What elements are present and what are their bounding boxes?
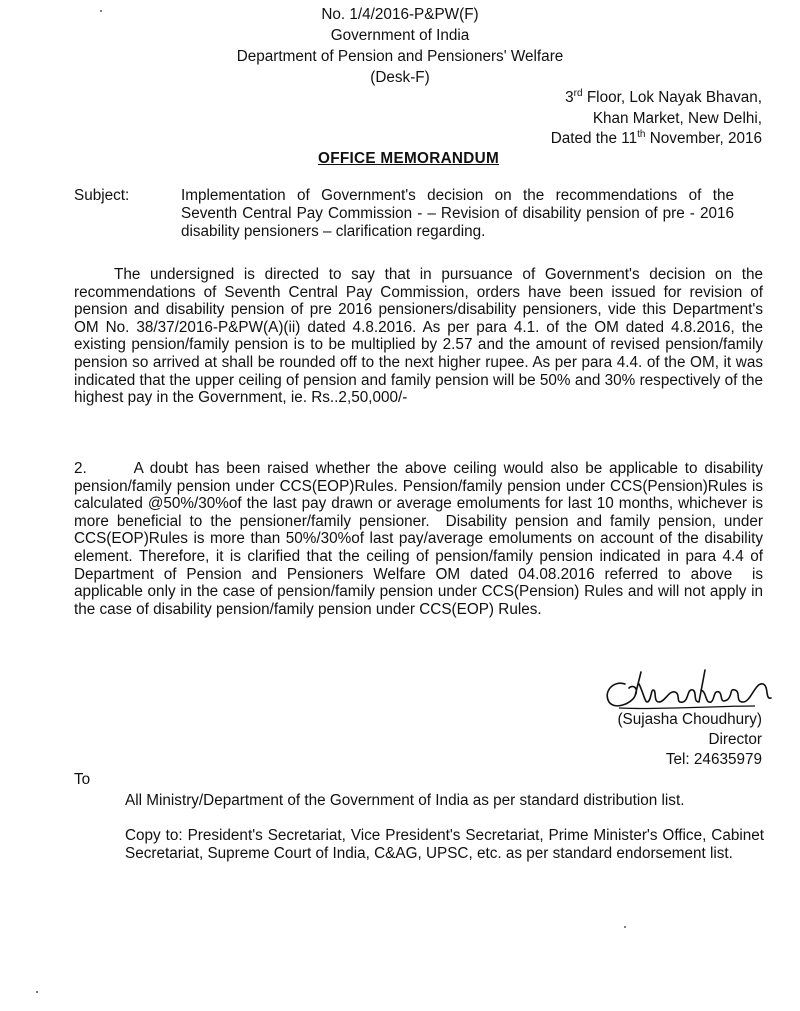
scan-speck [624, 926, 626, 928]
to-label: To [74, 771, 91, 788]
signatory-name: (Sujasha Choudhury) [617, 711, 762, 728]
subject-text: Implementation of Government's decision on the recommendations of the Seventh Central Pay Commission - – Revision of disability pension of pre - 2016 disability pensioners – clarification regarding. [181, 187, 734, 240]
dated-line: Dated the 11th November, 2016 [550, 129, 762, 147]
signatory-designation: Director [708, 731, 762, 748]
desk-line: (Desk-F) [370, 69, 430, 86]
paragraph-1: The undersigned is directed to say that in pursuance of Government's decision on the recommendations of Seventh Central Pay Commission, orders have been issued for revision of pension and disability pension of pre 2016 pensioners/disability pensioners, vide this Department's OM No. 38/37/2016-P&PW(A)(ii) dated 4.8.2016. As per para 4.1. of the OM dated 4.8.2016, the existing pension/family pension is to be multiplied by 2.57 and the amount of revised pension/family pension so arrived at shall be rounded off to the next higher rupee. As per para 4.4. of the OM, it was indicated that the upper ceiling of pension and family pension will be 50% and 30% respectively of the highest pay in the Government, ie. Rs..2,50,000/- [74, 266, 763, 407]
address-line-2: Khan Market, New Delhi, [592, 110, 762, 127]
handwritten-signature [595, 662, 785, 718]
memo-title: OFFICE MEMORANDUM [318, 150, 499, 167]
government-line: Government of India [330, 27, 470, 44]
recipients: All Ministry/Department of the Government of India as per standard distribution list. [125, 792, 685, 809]
scan-speck [100, 10, 102, 12]
signatory-telephone: Tel: 24635979 [665, 751, 762, 768]
subject-label: Subject: [74, 187, 130, 204]
copy-to: Copy to: President's Secretariat, Vice President's Secretariat, Prime Minister's Office, Cabinet Secretariat, Supreme Court of India, C&AG, UPSC, etc. as per standard endorsement list. [125, 827, 764, 862]
department-line: Department of Pension and Pensioners' Welfare [236, 48, 564, 65]
paragraph-2: 2. A doubt has been raised whether the above ceiling would also be applicable to disability pension/family pension under CCS(EOP)Rules. Pension/family pension under CCS(Pension)Rules is calculated @50%/30%of the last pay drawn or average emoluments for last 10 months, whichever is more beneficial to the pensioner/family pensioner. Disability pension and family pension, under CCS(EOP)Rules is more than 50%/30%of last pay/average emoluments on account of the disability element. Therefore, it is clarified that the ceiling of pension/family pension indicated in para 4.4 of Department of Pension and Pensioners Welfare OM dated 04.08.2016 referred to above is applicable only in the case of pension/family pension under CCS(Pension) Rules and will not apply in the case of disability pension/family pension under CCS(EOP) Rules. [74, 460, 776, 618]
scan-speck [36, 991, 38, 993]
file-number: No. 1/4/2016-P&PW(F) [321, 6, 479, 23]
address-line-1: 3rd Floor, Lok Nayak Bhavan, [565, 88, 762, 106]
